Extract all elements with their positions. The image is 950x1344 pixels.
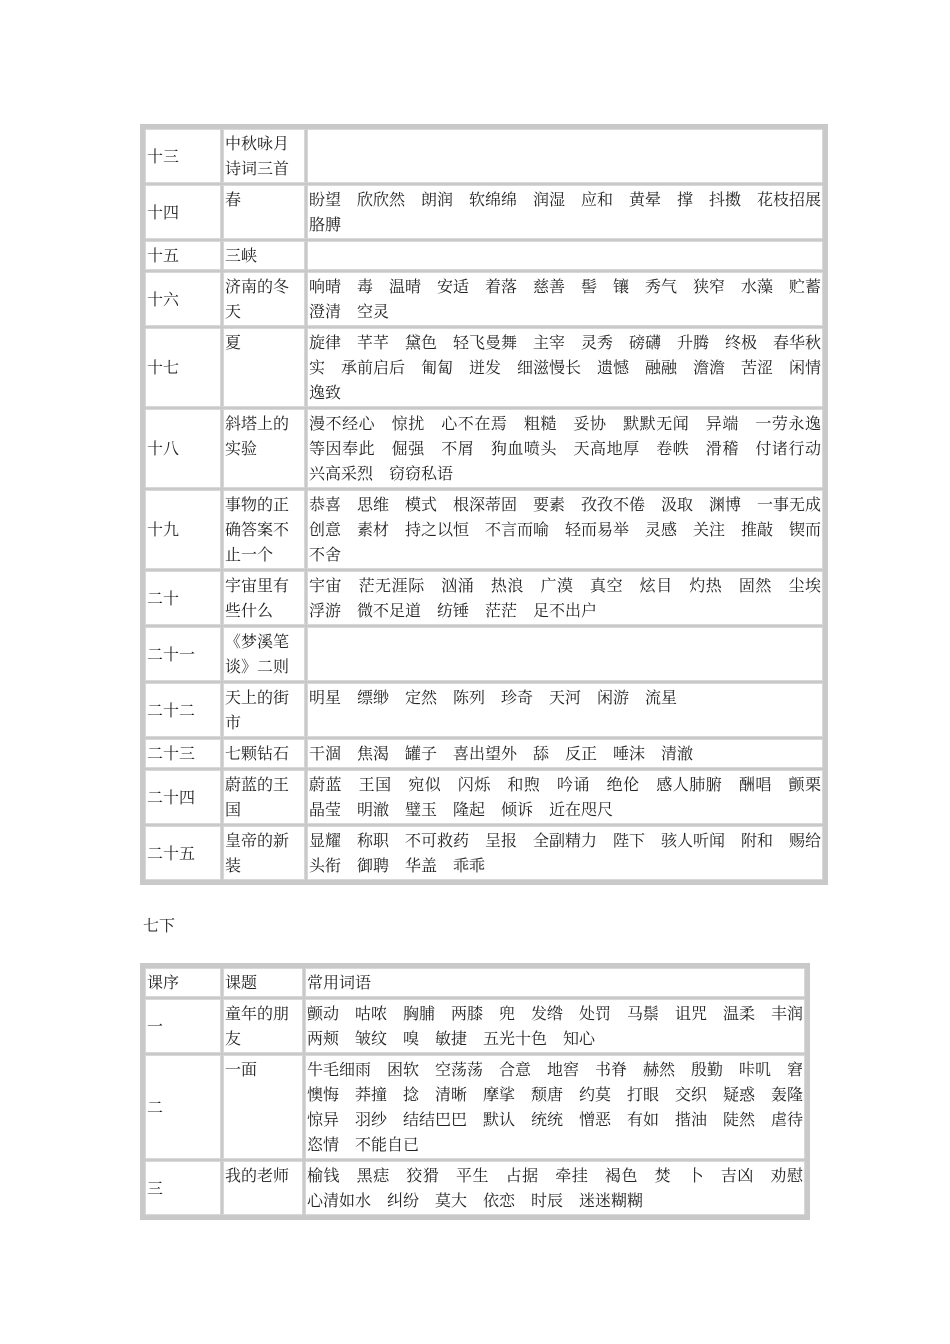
table-row [145,1055,805,1159]
table-row [145,999,805,1053]
lesson-number: 十八 [145,409,221,488]
lesson-number: 二十三 [145,739,221,768]
lesson-number: 二十 [145,571,221,625]
header-lesson-title: 课题 [223,968,303,997]
common-words [307,627,823,681]
common-words [307,129,823,183]
common-words: 蔚蓝 王国 宛似 闪烁 和煦 吟诵 绝伦 感人肺腑 酬唱 颤栗 晶莹 明澈 璧玉 隆起 倾诉 近在咫尺 [307,770,823,824]
lesson-number: 十七 [145,328,221,407]
table-row [145,683,823,737]
table-row [145,490,823,569]
lesson-title: 天上的街市 [223,683,305,737]
lesson-title: 皇帝的新装 [223,826,305,880]
table-row [145,739,823,768]
lesson-number: 一 [145,999,221,1053]
common-words: 显耀 称职 不可救药 呈报 全副精力 陛下 骇人听闻 附和 赐给 头衔 御聘 华盖 乖乖 [307,826,823,880]
lesson-number: 十九 [145,490,221,569]
lesson-title: 一面 [223,1055,303,1159]
table-row [145,1161,805,1215]
common-words: 恭喜 思维 模式 根深蒂固 要素 孜孜不倦 汲取 渊博 一事无成 创意 素材 持之以恒 不言而喻 轻而易举 灵感 关注 推敲 锲而不舍 [307,490,823,569]
lesson-number: 二十一 [145,627,221,681]
table-row [145,826,823,880]
lesson-title: 济南的冬天 [223,272,305,326]
common-words: 响晴 毒 温晴 安适 着落 慈善 髻 镶 秀气 狭窄 水藻 贮蓄 澄清 空灵 [307,272,823,326]
table-row [145,129,823,183]
vocabulary-table-7b [140,963,820,1220]
common-words: 宇宙 茫无涯际 汹涌 热浪 广漠 真空 炫目 灼热 固然 尘埃 浮游 微不足道 纺锤 茫茫 足不出户 [307,571,823,625]
lesson-number: 十三 [145,129,221,183]
vocabulary-table-7a [140,124,838,885]
lesson-title: 宇宙里有些什么 [223,571,305,625]
lesson-title: 《梦溪笔谈》二则 [223,627,305,681]
lesson-number: 二十四 [145,770,221,824]
lesson-title: 斜塔上的实验 [223,409,305,488]
header-lesson-number: 课序 [145,968,221,997]
table-row [145,185,823,239]
common-words: 旋律 芊芊 黛色 轻飞曼舞 主宰 灵秀 磅礴 升腾 终极 春华秋实 承前启后 匍匐 迸发 细滋慢长 遗憾 融融 澹澹 苦涩 闲情 逸致 [307,328,823,407]
lesson-title: 事物的正确答案不止一个 [223,490,305,569]
lesson-title: 七颗钻石 [223,739,305,768]
table-row [145,272,823,326]
lesson-title: 夏 [223,328,305,407]
lesson-title: 三峡 [223,241,305,270]
lesson-title: 中秋咏月诗词三首 [223,129,305,183]
common-words [307,241,823,270]
common-words: 盼望 欣欣然 朗润 软绵绵 润湿 应和 黄晕 撑 抖擞 花枝招展 胳膊 [307,185,823,239]
table-row [145,770,823,824]
common-words: 牛毛细雨 困软 空荡荡 合意 地窖 书脊 赫然 殷勤 咔叽 窘 懊悔 莽撞 捻 清晰 摩挲 颓唐 约莫 打眼 交织 疑惑 轰隆 惊异 羽纱 结结巴巴 默认 统统 憎恶 有如 揩油 陡然 虐待 恣情 不能自已 [305,1055,805,1159]
lesson-number: 二十五 [145,826,221,880]
common-words: 漫不经心 惊扰 心不在焉 粗糙 妥协 默默无闻 异端 一劳永逸 等因奉此 倔强 不屑 狗血喷头 天高地厚 卷帙 滑稽 付诸行动 兴高采烈 窃窃私语 [307,409,823,488]
common-words: 榆钱 黑痣 狡猾 平生 占据 牵挂 褐色 焚 卜 吉凶 劝慰 心清如水 纠纷 莫大 依恋 时辰 迷迷糊糊 [305,1161,805,1215]
table-row [145,409,823,488]
table-row [145,328,823,407]
header-common-words: 常用词语 [305,968,805,997]
table-row [145,241,823,270]
lesson-number: 二十二 [145,683,221,737]
lesson-title: 春 [223,185,305,239]
lesson-number: 十四 [145,185,221,239]
lesson-title: 我的老师 [223,1161,303,1215]
table-header-row [145,968,805,997]
lesson-number: 十五 [145,241,221,270]
lesson-title: 童年的朋友 [223,999,303,1053]
table-row [145,571,823,625]
common-words: 颤动 咕哝 胸脯 两膝 兜 发绺 处罚 马鬃 诅咒 温柔 丰润 两颊 皱纹 嗅 敏捷 五光十色 知心 [305,999,805,1053]
common-words: 干涸 焦渴 罐子 喜出望外 舔 反正 唾沫 清澈 [307,739,823,768]
lesson-number: 二 [145,1055,221,1159]
lesson-number: 三 [145,1161,221,1215]
common-words: 明星 缥缈 定然 陈列 珍奇 天河 闲游 流星 [307,683,823,737]
table-row [145,627,823,681]
lesson-title: 蔚蓝的王国 [223,770,305,824]
section-label: 七下 [143,916,176,935]
lesson-number: 十六 [145,272,221,326]
